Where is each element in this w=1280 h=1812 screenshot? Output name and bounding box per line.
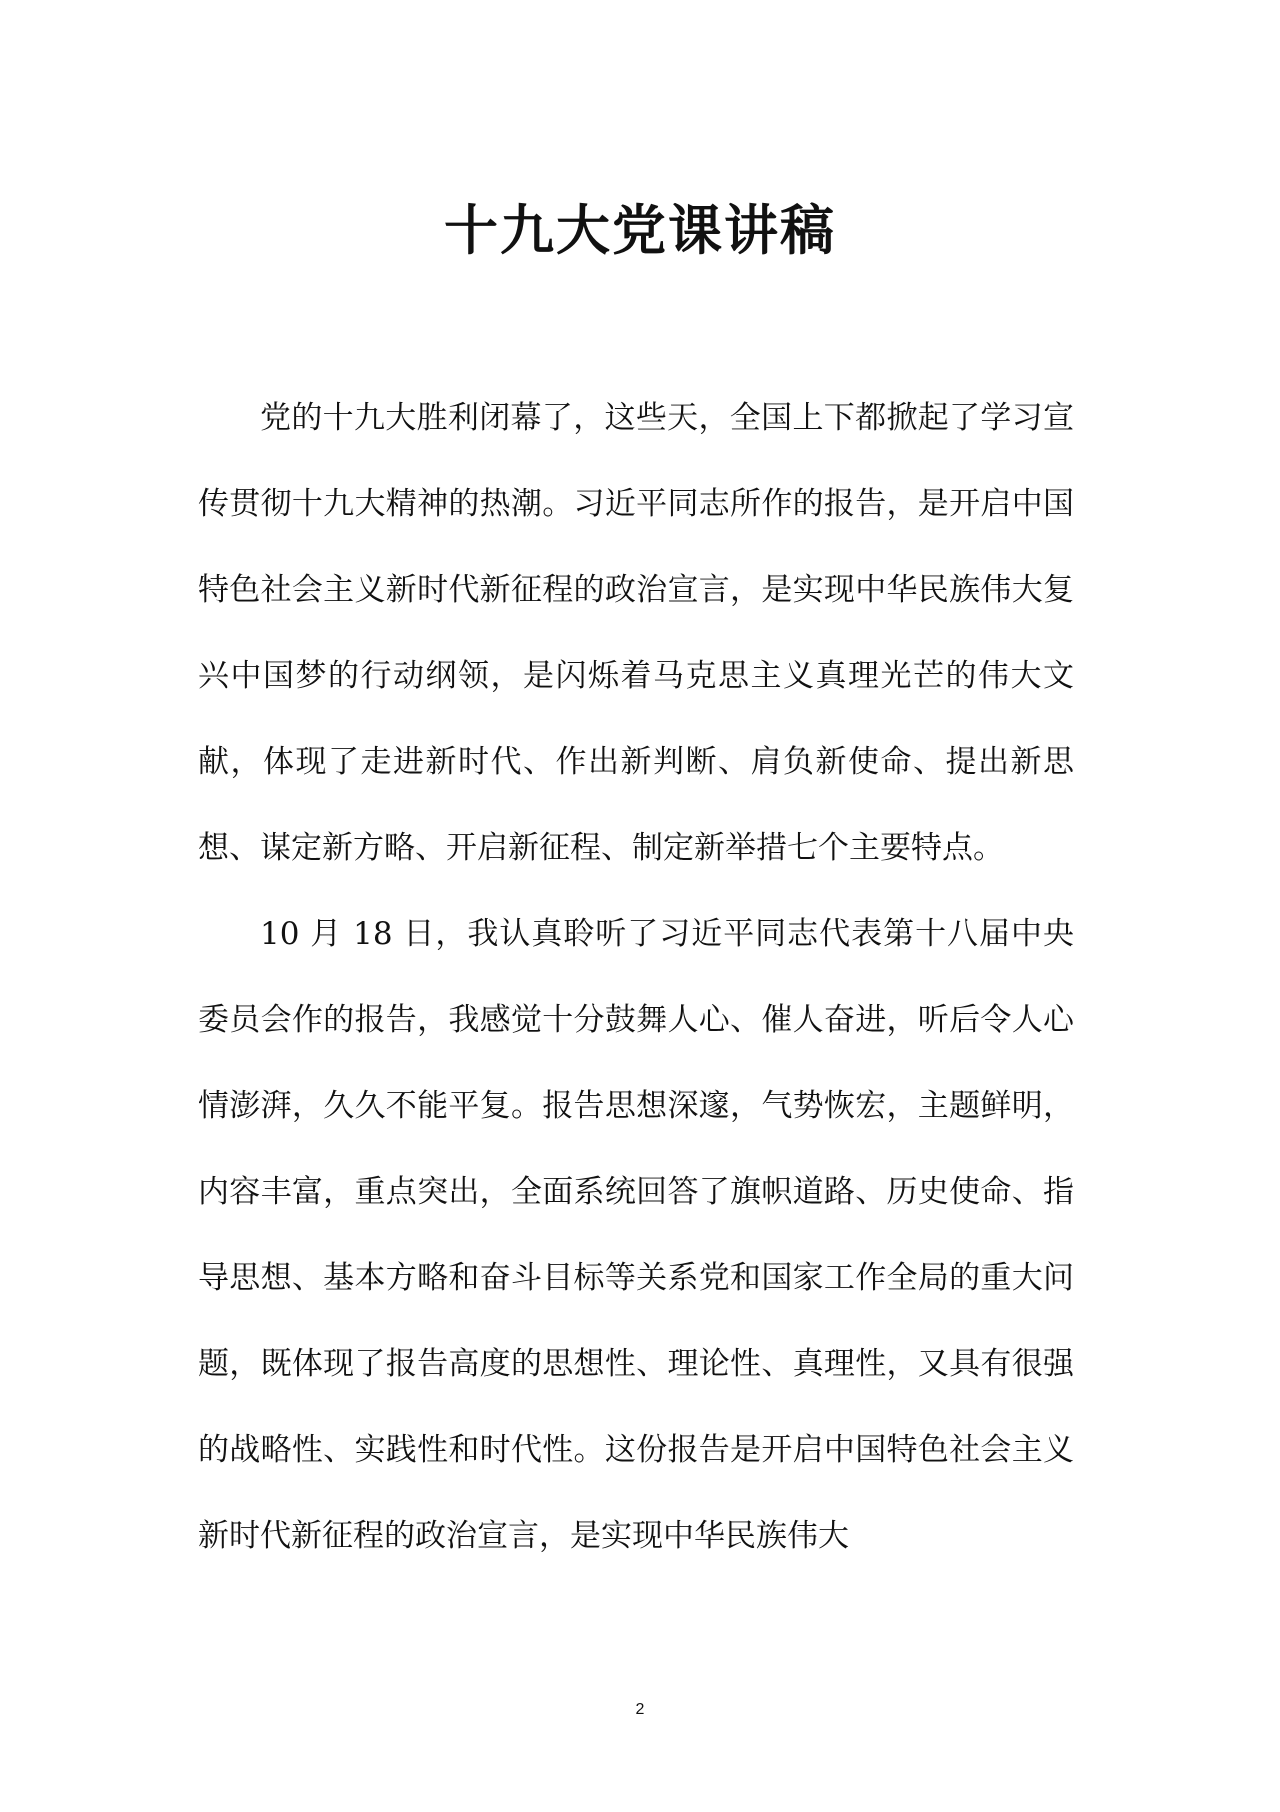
document-title: 十九大党课讲稿 (444, 198, 836, 263)
document-body (198, 375, 1074, 1579)
page-number: 2 (635, 1701, 645, 1718)
paragraph-1: 党的十九大胜利闭幕了，这些天，全国上下都掀起了学习宣传贯彻十九大精神的热潮。习近平同志所作的报告，是开启中国特色社会主义新时代新征程的政治宣言，是实现中华民族伟大复兴中国梦的行动纲领，是闪烁着马克思主义真理光芒的伟大文献，体现了走进新时代、作出新判断、肩负新使命、提出新思想、谋定新方略、开启新征程、制定新举措七个主要特点。 (198, 400, 1074, 866)
paragraph-2: 10 月 18 日，我认真聆听了习近平同志代表第十八届中央委员会作的报告，我感觉十分鼓舞人心、催人奋进，听后令人心情澎湃，久久不能平复。报告思想深邃，气势恢宏，主题鲜明，内容丰富，重点突出，全面系统回答了旗帜道路、历史使命、指导思想、基本方略和奋斗目标等关系党和国家工作全局的重大问题，既体现了报告高度的思想性、理论性、真理性，又具有很强的战略性、实践性和时代性。这份报告是开启中国特色社会主义新时代新征程的政治宣言，是实现中华民族伟大 (198, 916, 1074, 1554)
